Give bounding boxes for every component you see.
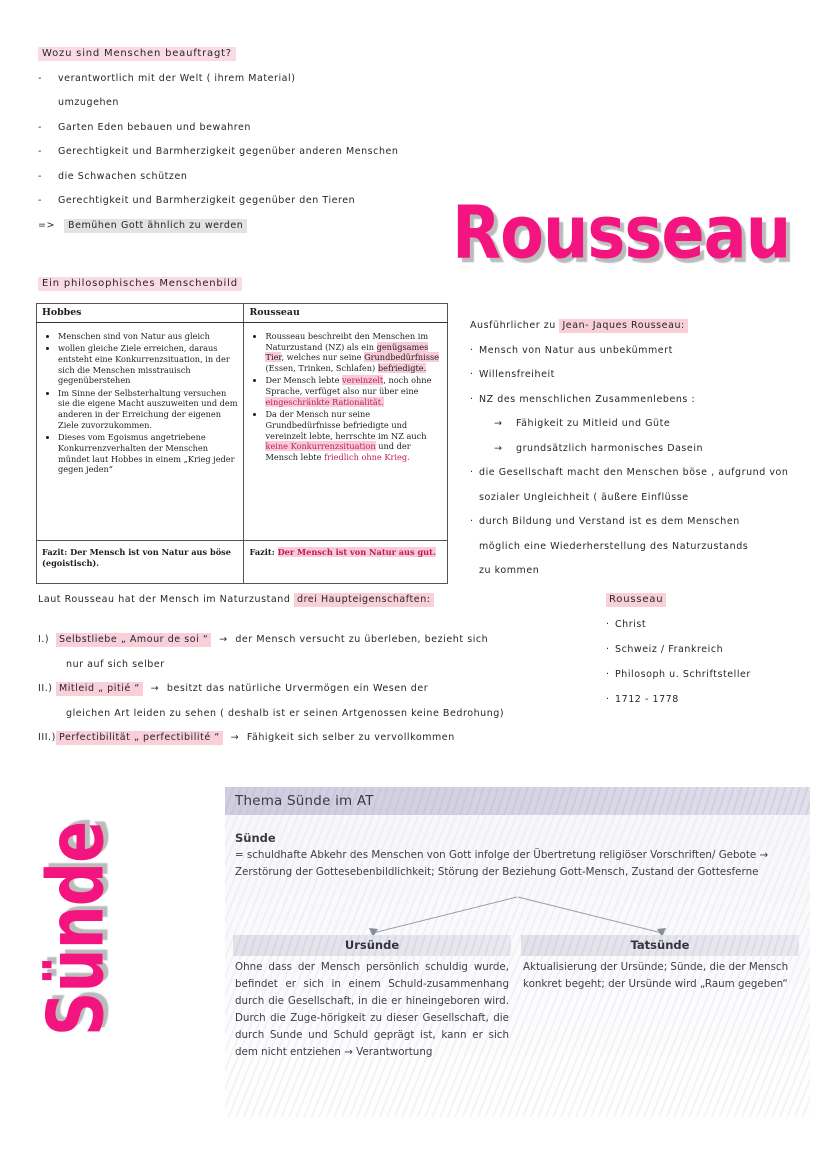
- bio-line-text: Schweiz / Frankreich: [615, 644, 724, 655]
- trait-description: besitzt das natürliche Urvermögen ein Wesen der: [166, 683, 429, 694]
- rousseau-detail-text: grundsätzlich harmonisches Dasein: [516, 442, 704, 454]
- arrow-marker-icon: →: [230, 732, 240, 743]
- table-bullet: • Menschen sind von Natur aus gleich: [58, 331, 238, 342]
- note-text: Garten Eden bebauen und bewahren: [58, 121, 251, 133]
- right-column-items: [470, 345, 789, 577]
- table-bullet: • Im Sinne der Selbsterhaltung versuchen sie die eigene Macht auszuweiten und dem anderen in der Erreichung der eigenen Ziele zuvorzukommen.: [58, 388, 238, 431]
- trait-term: Selbstliebe „ Amour de soi “: [56, 633, 211, 647]
- rousseau-details-notes: [470, 320, 789, 590]
- right-column-heading-prefix: Ausführlicher zu: [470, 320, 556, 331]
- bio-line: [606, 644, 751, 655]
- bio-items: [606, 619, 751, 705]
- hobbes-rousseau-comparison-table: [36, 303, 448, 584]
- top-notes-heading: [38, 48, 558, 59]
- card-tatsuende-text: Aktualisierung der Ursünde; Sünde, die der Mensch konkret begeht; der Ursünde wird „Raum gegeben“: [523, 961, 789, 990]
- trait-continuation: nur auf sich selber: [66, 658, 165, 670]
- note-item: [38, 73, 558, 84]
- card-tatsuende: [521, 935, 799, 993]
- card-tatsuende-title: Tatsünde: [521, 935, 799, 956]
- dash-marker: -: [38, 121, 42, 133]
- table-header-row: [37, 304, 448, 323]
- bio-line: [606, 619, 751, 630]
- hobbes-bullets-cell: [37, 323, 244, 541]
- table-bullet: • Da der Mensch nur seine Grundbedürfnisse befriedigte und vereinzelt lebte, herrschte im NZ auch keine Konkurrenzsituation und der Mensch lebte friedlich ohne Krieg.: [265, 409, 442, 463]
- suende-wordart-container: [6, 780, 146, 1080]
- table-bullet: • Rousseau beschreibt den Menschen im Naturzustand (NZ) als ein genügsames Tier, welches nur seine Grundbedürfnisse (Essen, Trinken, Schlafen) befriedigte.: [265, 331, 442, 374]
- implies-arrow-icon: =>: [38, 219, 56, 231]
- rousseau-detail-line: [470, 541, 789, 552]
- trait-number: II.): [38, 683, 53, 694]
- rousseau-detail-line: [470, 394, 789, 405]
- three-traits-list: [38, 634, 598, 757]
- right-column-heading-highlight: Jean- Jaques Rousseau:: [559, 319, 687, 333]
- dot-marker-icon: ·: [606, 669, 610, 680]
- rousseau-detail-text: durch Bildung und Verstand ist es dem Menschen: [479, 516, 740, 527]
- dash-marker: -: [38, 170, 42, 182]
- dot-marker-icon: ·: [470, 344, 474, 356]
- suende-panel-title: Thema Sünde im AT: [235, 793, 374, 809]
- bio-line: [606, 669, 751, 680]
- suende-definition-block: [225, 831, 810, 880]
- trait-description: der Mensch versucht zu überleben, bezieht sich: [235, 634, 489, 645]
- trait-number: I.): [38, 634, 50, 645]
- rousseau-detail-text: Fähigkeit zu Mitleid und Güte: [516, 418, 671, 429]
- rousseau-detail-line: [470, 516, 789, 527]
- fazit-text: Der Mensch ist von Natur aus böse (egoistisch).: [42, 547, 231, 568]
- trait-number: III.): [38, 732, 56, 743]
- arrow-marker-icon: →: [494, 418, 503, 429]
- dot-marker-icon: ·: [606, 619, 610, 630]
- rousseau-detail-line: [470, 345, 789, 356]
- note-text: verantwortlich mit der Welt ( ihrem Material): [58, 72, 296, 84]
- note-conclusion-text: Bemühen Gott ähnlich zu werden: [64, 219, 247, 233]
- rousseau-bullet-list: [249, 331, 442, 463]
- fazit-label: Fazit:: [42, 547, 68, 557]
- note-text: Gerechtigkeit und Barmherzigkeit gegenüber den Tieren: [58, 195, 356, 206]
- dash-marker: -: [38, 195, 42, 206]
- bio-heading: [606, 594, 751, 605]
- suende-wordart: Sünde: [29, 821, 121, 1037]
- suende-definition-text: = schuldhafte Abkehr des Menschen von Gott infolge der Übertretung religiöser Vorschriften/ Gebote → Zerstörung der Gottesebenbildlichkeit; Störung der Beziehung Gott-Mensch, Zustand der Gottesferne: [235, 849, 769, 878]
- bio-line-text: Christ: [615, 619, 647, 630]
- bio-line-text: Philosoph u. Schriftsteller: [615, 669, 751, 680]
- trait-entry: [38, 634, 598, 645]
- philosophical-image-label-text: Ein philosophisches Menschenbild: [38, 277, 242, 291]
- trait-term: Mitleid „ pitié “: [56, 682, 143, 696]
- rousseau-biography-box: [606, 594, 751, 719]
- right-column-heading: [470, 320, 789, 331]
- bio-line-text: 1712 - 1778: [615, 694, 679, 705]
- three-traits-intro-highlight: drei Haupteigenschaften:: [294, 593, 434, 607]
- dot-marker-icon: ·: [470, 393, 474, 405]
- top-notes-heading-text: Wozu sind Menschen beauftragt?: [38, 47, 236, 61]
- philosophical-image-label: [38, 278, 242, 289]
- rousseau-detail-line: [470, 443, 789, 454]
- fazit-text: Der Mensch ist von Natur aus gut.: [277, 547, 436, 557]
- rousseau-detail-text: sozialer Ungleichheit ( äußere Einflüsse: [479, 491, 689, 503]
- trait-continuation: gleichen Art leiden zu sehen ( deshalb ist er seinen Artgenossen keine Bedrohung): [66, 707, 505, 719]
- rousseau-detail-text: die Gesellschaft macht den Menschen böse , aufgrund von: [479, 467, 789, 478]
- note-text: Gerechtigkeit und Barmherzigkeit gegenüber anderen Menschen: [58, 146, 399, 157]
- column-header-hobbes: Hobbes: [37, 304, 244, 323]
- note-text: die Schwachen schützen: [58, 170, 188, 182]
- table-row-bullets: [37, 323, 448, 541]
- bio-line: [606, 694, 751, 705]
- arrow-marker-icon: →: [150, 683, 160, 694]
- rousseau-detail-text: Willensfreiheit: [479, 369, 555, 380]
- table-row-fazit: [37, 541, 448, 584]
- dot-marker-icon: ·: [470, 369, 474, 380]
- hobbes-fazit-cell: [37, 541, 244, 584]
- note-item: [38, 97, 558, 108]
- trait-entry: [38, 683, 598, 694]
- card-ursuende: [233, 935, 511, 1061]
- dot-marker-icon: ·: [470, 516, 474, 527]
- rousseau-detail-line: [470, 467, 789, 478]
- rousseau-wordart: Rousseau: [452, 188, 791, 276]
- rousseau-detail-text: Mensch von Natur aus unbekümmert: [479, 344, 673, 356]
- three-traits-intro-prefix: Laut Rousseau hat der Mensch im Naturzustand: [38, 594, 291, 605]
- dot-marker-icon: ·: [606, 694, 610, 705]
- arrow-marker-icon: →: [219, 634, 228, 645]
- rousseau-detail-line: [470, 492, 789, 503]
- card-ursuende-text: Ohne dass der Mensch persönlich schuldig wurde, befindet er sich in einem Schuld-zusammenhang durch die Gesellschaft, in die er hineingeboren wird. Durch die Zuge-hörigkeit zu dieser Gesellschaft, die durch Sunde und Schuld geprägt ist, kann er sich dem nicht entziehen → Verantwortung: [235, 961, 509, 1058]
- rousseau-detail-line: [470, 418, 789, 429]
- trait-term: Perfectibilität „ perfectibilité “: [56, 731, 223, 745]
- note-item: [38, 146, 558, 157]
- table-bullet: • Der Mensch lebte vereinzelt, noch ohne Sprache, verfüget also nur über eine eingeschränkte Rationalität.: [265, 375, 442, 407]
- dash-marker: -: [38, 72, 42, 84]
- arrow-marker-icon: →: [494, 442, 503, 454]
- table-bullet: • Dieses vom Egoismus angetriebene Konkurrenzverhalten der Menschen mündet laut Hobbes in einem „Krieg jeder gegen jeden“: [58, 432, 238, 475]
- rousseau-bullets-cell: [244, 323, 448, 541]
- rousseau-detail-text: NZ des menschlichen Zusammenlebens :: [479, 393, 696, 405]
- suende-panel: [225, 787, 810, 1117]
- note-item: [38, 171, 558, 182]
- dash-marker: -: [38, 146, 42, 157]
- note-text: umzugehen: [58, 97, 119, 108]
- card-ursuende-title: Ursünde: [233, 935, 511, 956]
- trait-entry: [38, 732, 598, 743]
- rousseau-detail-line: [470, 369, 789, 380]
- fazit-label: Fazit:: [249, 547, 275, 557]
- note-item: [38, 122, 558, 133]
- rousseau-fazit-cell: [244, 541, 448, 584]
- table-bullet: • wollen gleiche Ziele erreichen, daraus entsteht eine Konkurrenzsituation, in der sich die Menschen misstrauisch gegenüberstehen: [58, 343, 238, 386]
- suende-definition-heading: Sünde: [235, 831, 276, 845]
- three-traits-intro: [38, 594, 434, 605]
- rousseau-detail-text: möglich eine Wiederherstellung des Naturzustands: [479, 540, 749, 552]
- trait-description: Fähigkeit sich selber zu vervollkommen: [246, 732, 455, 743]
- rousseau-detail-text: zu kommen: [479, 565, 540, 576]
- suende-panel-band: [225, 787, 810, 815]
- bio-heading-text: Rousseau: [606, 593, 666, 607]
- hobbes-bullet-list: [42, 331, 238, 475]
- dot-marker-icon: ·: [606, 644, 610, 655]
- rousseau-detail-line: [470, 565, 789, 576]
- dot-marker-icon: ·: [470, 467, 474, 478]
- column-header-rousseau: Rousseau: [244, 304, 448, 323]
